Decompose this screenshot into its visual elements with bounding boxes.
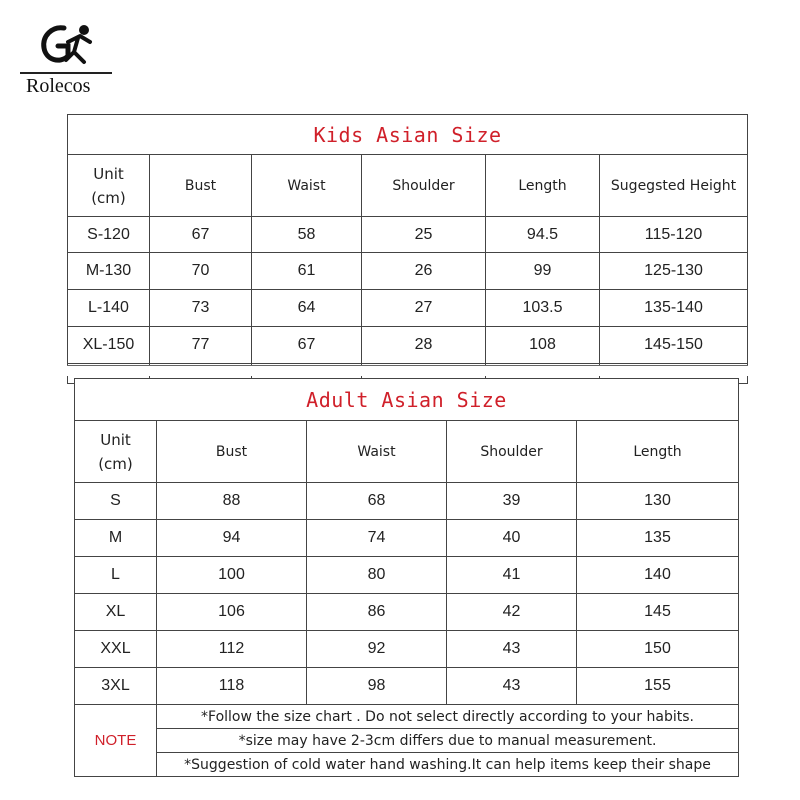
waist-cell: 67 [252,327,362,364]
shoulder-cell: 28 [362,327,486,364]
size-cell: S-120 [68,217,150,253]
adult-table-title: Adult Asian Size [75,379,739,421]
length-cell: 150 [577,631,739,668]
adult-size-table [74,378,739,777]
bust-cell: 106 [157,594,307,631]
shoulder-cell: 43 [447,631,577,668]
logo-underline [20,72,112,74]
table-row [75,594,739,631]
bust-cell: 70 [150,253,252,290]
table-row [68,327,748,364]
table-row [68,253,748,290]
waist-cell: 74 [307,520,447,557]
shoulder-cell: 25 [362,217,486,253]
length-cell: 99 [486,253,600,290]
waist-cell: 64 [252,290,362,327]
waist-cell: 61 [252,253,362,290]
header-length: Length [486,155,600,217]
table-row [75,557,739,594]
kids-size-table [67,114,748,384]
waist-cell: 58 [252,217,362,253]
size-cell: L-140 [68,290,150,327]
length-cell: 130 [577,483,739,520]
height-cell: 135-140 [600,290,748,327]
note-line: *Suggestion of cold water hand washing.It can help items keep their shape [157,753,739,777]
kids-table-bottom-edge [67,365,748,366]
length-cell: 155 [577,668,739,705]
shoulder-cell: 40 [447,520,577,557]
header-unit: Unit (cm) [68,155,150,217]
waist-cell: 68 [307,483,447,520]
table-row [75,520,739,557]
shoulder-cell: 43 [447,668,577,705]
length-cell: 108 [486,327,600,364]
rolecos-runner-logo-icon [38,22,98,66]
size-cell: XL-150 [68,327,150,364]
size-cell: XL [75,594,157,631]
table-row [75,483,739,520]
kids-table-title: Kids Asian Size [68,115,748,155]
header-unit: Unit (cm) [75,421,157,483]
header-shoulder: Shoulder [362,155,486,217]
brand-logo [20,22,112,100]
table-row [68,290,748,327]
waist-cell: 98 [307,668,447,705]
note-label: NOTE [75,705,157,777]
bust-cell: 112 [157,631,307,668]
height-cell: 125-130 [600,253,748,290]
waist-cell: 92 [307,631,447,668]
header-bust: Bust [157,421,307,483]
length-cell: 94.5 [486,217,600,253]
size-cell: S [75,483,157,520]
kids-table-cutoff [60,366,760,376]
header-bust: Bust [150,155,252,217]
table-row [75,631,739,668]
length-cell: 140 [577,557,739,594]
bust-cell: 67 [150,217,252,253]
height-cell: 115-120 [600,217,748,253]
header-waist: Waist [252,155,362,217]
length-cell: 135 [577,520,739,557]
shoulder-cell: 27 [362,290,486,327]
table-row [68,217,748,253]
length-cell: 103.5 [486,290,600,327]
height-cell: 145-150 [600,327,748,364]
shoulder-cell: 42 [447,594,577,631]
size-cell: L [75,557,157,594]
brand-name: Rolecos [26,75,91,97]
shoulder-cell: 39 [447,483,577,520]
size-cell: 3XL [75,668,157,705]
note-line: *size may have 2-3cm differs due to manual measurement. [157,729,739,753]
note-line: *Follow the size chart . Do not select directly according to your habits. [157,705,739,729]
waist-cell: 86 [307,594,447,631]
bust-cell: 118 [157,668,307,705]
bust-cell: 73 [150,290,252,327]
shoulder-cell: 41 [447,557,577,594]
header-waist: Waist [307,421,447,483]
header-length: Length [577,421,739,483]
size-cell: M [75,520,157,557]
header-suggested-height: Sugegsted Height [600,155,748,217]
waist-cell: 80 [307,557,447,594]
bust-cell: 94 [157,520,307,557]
table-row [75,668,739,705]
length-cell: 145 [577,594,739,631]
bust-cell: 88 [157,483,307,520]
header-shoulder: Shoulder [447,421,577,483]
bust-cell: 100 [157,557,307,594]
shoulder-cell: 26 [362,253,486,290]
bust-cell: 77 [150,327,252,364]
size-cell: M-130 [68,253,150,290]
size-cell: XXL [75,631,157,668]
